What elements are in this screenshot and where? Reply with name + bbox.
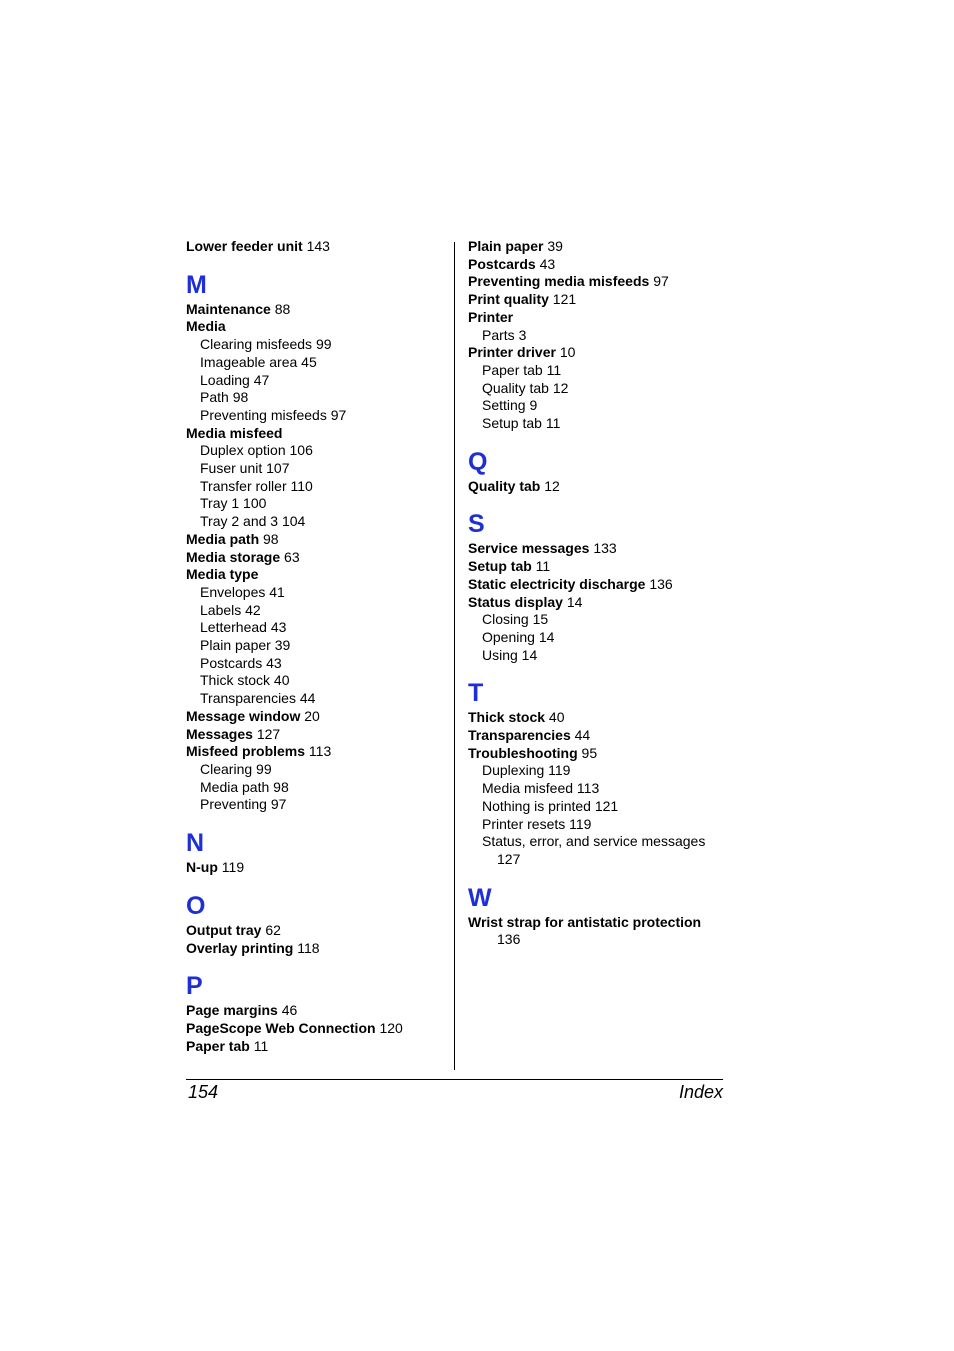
index-subentry: Letterhead 43 [200, 619, 287, 636]
index-column-right [468, 238, 738, 949]
index-entry [186, 859, 446, 877]
index-entry [468, 238, 738, 256]
index-term: Troubleshooting [468, 744, 578, 761]
index-entry [468, 709, 738, 727]
index-term: Printer [468, 308, 514, 325]
index-page-ref: 20 [304, 707, 320, 724]
index-entry [468, 309, 738, 327]
index-subentry: Preventing misfeeds 97 [200, 406, 347, 423]
section-letter-p: P [186, 972, 203, 1001]
index-term: PageScope Web Connection [186, 1019, 376, 1036]
index-subentry: Postcards 43 [200, 654, 282, 671]
footer-section-title: Index [678, 1082, 723, 1102]
index-subentry: Setup tab 11 [482, 415, 561, 432]
index-term: Media [186, 318, 226, 335]
index-entry [186, 1002, 446, 1020]
index-entry [186, 318, 446, 336]
index-entry [186, 1038, 446, 1056]
index-term: Thick stock [468, 709, 546, 726]
index-entry [186, 922, 446, 940]
section-letter-w: W [468, 883, 492, 912]
index-term: Media path [186, 530, 260, 547]
index-term: Output tray [186, 921, 262, 938]
index-subentry: Transparencies 44 [200, 690, 316, 707]
index-term: Transparencies [468, 727, 571, 744]
index-entry [186, 425, 446, 443]
index-entry [468, 273, 738, 291]
index-term: Message window [186, 707, 301, 724]
index-entry [186, 708, 446, 726]
index-term: Misfeed problems [186, 743, 306, 760]
index-page-ref: 136 [649, 575, 673, 592]
index-entry [468, 594, 738, 612]
index-entry [468, 745, 738, 763]
index-page-ref: 11 [253, 1037, 269, 1054]
index-subentry: Plain paper 39 [200, 637, 291, 654]
section-letter-q: Q [468, 447, 488, 476]
index-subentry: Duplexing 119 [482, 762, 571, 779]
index-page-ref: 40 [548, 709, 565, 726]
section-letter-n: N [186, 829, 205, 858]
index-subentry: Fuser unit 107 [200, 460, 290, 477]
index-entry [186, 238, 446, 256]
column-divider [454, 242, 455, 1070]
section-letter-m: M [186, 270, 207, 299]
index-term: Maintenance [186, 300, 271, 317]
section-letter-s: S [468, 510, 485, 539]
index-page-ref: 121 [552, 291, 577, 308]
index-term: Paper tab [186, 1037, 250, 1054]
index-term: Postcards [468, 255, 536, 272]
index-term: Media type [186, 566, 259, 583]
index-subentry: Parts 3 [482, 326, 527, 343]
index-term: N-up [186, 859, 218, 876]
index-subentry: 136 [497, 931, 521, 948]
index-entry [468, 576, 738, 594]
footer-page-number: 154 [188, 1082, 219, 1102]
index-term: Wrist strap for antistatic protection [468, 913, 702, 930]
index-term: Messages [186, 725, 253, 742]
index-page-ref: 39 [547, 238, 563, 254]
index-entry [468, 540, 738, 558]
index-subentry: Transfer roller 110 [200, 477, 313, 494]
index-entry [186, 726, 446, 744]
index-entry [468, 256, 738, 274]
index-page-ref: 14 [566, 593, 583, 610]
index-page-ref: 44 [574, 727, 591, 744]
index-subentry: Closing 15 [482, 611, 549, 628]
index-subentry: Labels 42 [200, 601, 261, 618]
index-entry [468, 914, 738, 932]
index-page-ref: 62 [265, 921, 281, 938]
index-subentry: Paper tab 11 [482, 361, 562, 378]
index-page-ref: 98 [263, 530, 279, 547]
index-subentry: 127 [497, 850, 521, 867]
section-letter-o: O [186, 891, 206, 920]
index-entry [468, 727, 738, 745]
index-page-ref: 143 [306, 238, 330, 254]
index-entry [186, 301, 446, 319]
index-term: Media storage [186, 548, 281, 565]
index-column-left [186, 238, 446, 1055]
index-subentry: Envelopes 41 [200, 583, 285, 600]
index-entry [186, 743, 446, 761]
index-term: Overlay printing [186, 939, 294, 956]
index-page-ref: 43 [539, 255, 556, 272]
index-page-ref: 133 [593, 540, 617, 557]
index-page-ref: 12 [544, 477, 560, 494]
index-subentry: Using 14 [482, 646, 538, 663]
index-term: Lower feeder unit [186, 238, 303, 254]
index-entry [186, 1020, 446, 1038]
index-subentry: Duplex option 106 [200, 442, 313, 459]
index-subentry: Nothing is printed 121 [482, 797, 619, 814]
index-term: Printer driver [468, 344, 556, 361]
index-subentry: Path 98 [200, 389, 249, 406]
index-subentry: Thick stock 40 [200, 672, 290, 689]
index-page-ref: 120 [379, 1019, 403, 1036]
index-term: Status display [468, 593, 563, 610]
index-subentry: Media path 98 [200, 778, 289, 795]
index-term: Preventing media misfeeds [468, 273, 650, 290]
index-entry [186, 549, 446, 567]
index-page-ref: 97 [653, 273, 669, 290]
index-subentry: Quality tab 12 [482, 379, 569, 396]
index-term: Print quality [468, 291, 549, 308]
index-subentry: Clearing misfeeds 99 [200, 336, 332, 353]
index-term: Setup tab [468, 558, 532, 575]
index-subentry: Setting 9 [482, 397, 538, 414]
footer-rule [186, 1079, 723, 1080]
index-term: Media misfeed [186, 424, 283, 441]
index-entry [186, 566, 446, 584]
index-page-ref: 95 [581, 744, 598, 761]
index-subentry: Tray 1 100 [200, 495, 267, 512]
index-page-ref: 119 [221, 859, 245, 876]
index-page-ref: 113 [308, 743, 332, 760]
index-page-ref: 11 [535, 558, 551, 575]
index-entry [468, 558, 738, 576]
index-subentry: Clearing 99 [200, 760, 272, 777]
index-subentry: Opening 14 [482, 628, 555, 645]
index-page-ref: 118 [297, 939, 320, 956]
index-term: Quality tab [468, 477, 541, 494]
index-subentry: Preventing 97 [200, 796, 287, 813]
index-entry [186, 531, 446, 549]
index-page-ref: 88 [274, 300, 291, 317]
index-subentry: Tray 2 and 3 104 [200, 513, 306, 530]
index-entry [186, 940, 446, 958]
index-term: Page margins [186, 1002, 278, 1019]
index-entry [468, 291, 738, 309]
index-page-ref: 63 [284, 548, 300, 565]
index-subentry: Imageable area 45 [200, 353, 317, 370]
index-subentry: Loading 47 [200, 371, 270, 388]
index-entry [468, 344, 738, 362]
index-term: Service messages [468, 540, 590, 557]
index-entry [468, 478, 738, 496]
index-page-ref: 10 [559, 344, 576, 361]
section-letter-t: T [468, 679, 484, 708]
index-page-ref: 46 [281, 1002, 298, 1019]
index-subentry: Status, error, and service messages [482, 833, 706, 850]
index-page-ref: 127 [256, 725, 281, 742]
index-term: Plain paper [468, 238, 544, 254]
index-subentry: Media misfeed 113 [482, 780, 600, 797]
index-subentry: Printer resets 119 [482, 815, 592, 832]
index-term: Static electricity discharge [468, 575, 646, 592]
